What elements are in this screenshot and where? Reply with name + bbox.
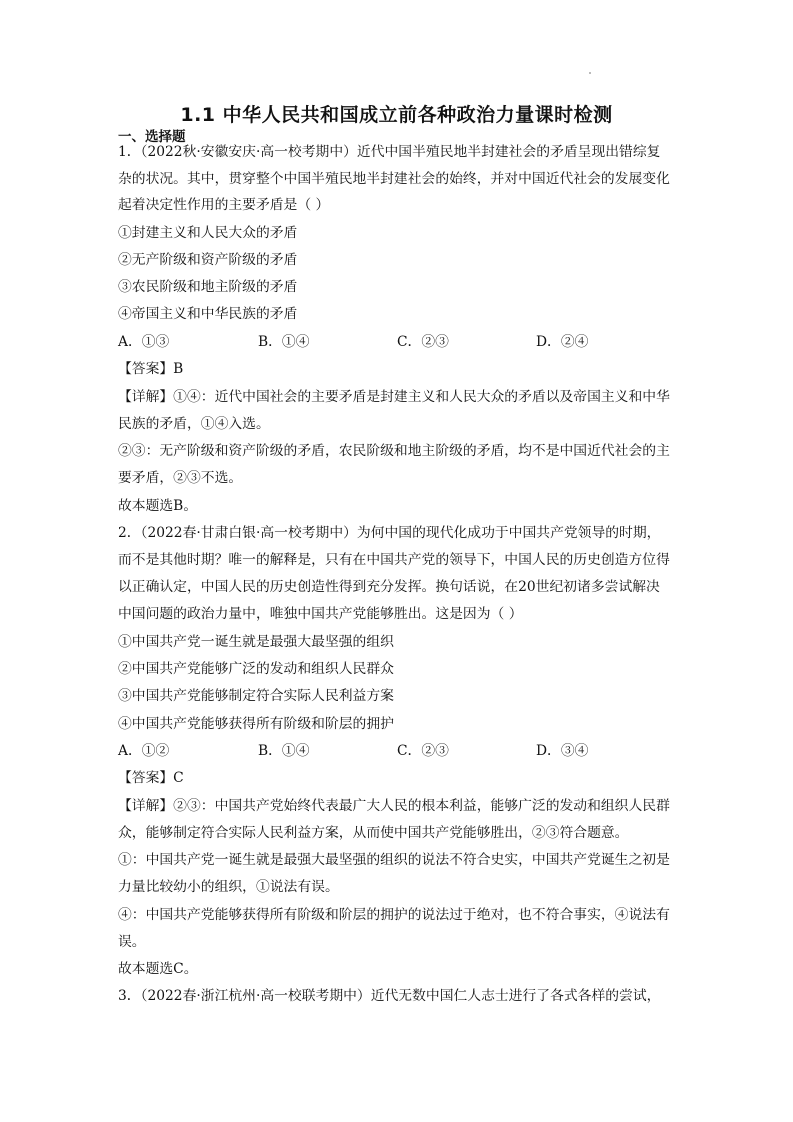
- q1-option-d: D．②④: [536, 334, 589, 350]
- q1-answer: 【答案】B: [118, 361, 184, 377]
- q2-answer: 【答案】C: [118, 770, 184, 786]
- q1-option-b: B．①④: [258, 334, 310, 350]
- q1-option-c: C．②③: [397, 334, 449, 350]
- q1-item: ④帝国主义和中华民族的矛盾: [118, 306, 298, 322]
- q2-item: ①中国共产党一诞生就是最强大最坚强的组织: [118, 634, 394, 650]
- q2-option-d: D．③④: [536, 743, 589, 759]
- q1-detail-line: 要矛盾，②③不选。: [118, 470, 243, 486]
- q2-detail-line: 力量比较幼小的组织，①说法有误。: [118, 879, 339, 895]
- q2-detail-line: 误。: [118, 934, 146, 950]
- q1-conclusion: 故本题选B。: [118, 498, 198, 514]
- q2-detail-line: 众，能够制定符合实际人民利益方案，从而使中国共产党能够胜出，②③符合题意。: [118, 825, 629, 841]
- q2-item: ③中国共产党能够制定符合实际人民利益方案: [118, 688, 394, 704]
- q2-item: ②中国共产党能够广泛的发动和组织人民群众: [118, 661, 394, 677]
- section-heading: 一、选择题: [118, 129, 186, 145]
- q2-stem-line: 2．（2022春·甘肃白银·高一校考期中）为何中国的现代化成功于中国共产党领导的时期，: [118, 525, 661, 541]
- q1-item: ①封建主义和人民大众的矛盾: [118, 225, 298, 241]
- q1-item: ②无产阶级和资产阶级的矛盾: [118, 252, 298, 268]
- q2-detail-line: ④：中国共产党能够获得所有阶级和阶层的拥护的说法过于绝对，也不符合事实，④说法有: [118, 907, 670, 923]
- q1-stem-line: 杂的状况。其中，贯穿整个中国半殖民地半封建社会的始终，并对中国近代社会的发展变化: [118, 171, 670, 187]
- q1-detail-line: 民族的矛盾，①④入选。: [118, 416, 270, 432]
- q2-detail-line: ①：中国共产党一诞生就是最强大最坚强的组织的说法不符合史实，中国共产党诞生之初是: [118, 852, 670, 868]
- q2-detail-line: 【详解】②③：中国共产党始终代表最广大人民的根本利益，能够广泛的发动和组织人民群: [118, 798, 670, 814]
- q2-stem-line: 中国问题的政治力量中，唯独中国共产党能够胜出。这是因为（ ）: [118, 606, 523, 622]
- q1-stem-line: 1．（2022秋·安徽安庆·高一校考期中）近代中国半殖民地半封建社会的矛盾呈现出错综复: [118, 144, 661, 160]
- q2-option-c: C．②③: [397, 743, 449, 759]
- q1-detail-line: 【详解】①④：近代中国社会的主要矛盾是封建主义和人民大众的矛盾以及帝国主义和中华: [118, 389, 670, 405]
- q1-stem-line: 起着决定性作用的主要矛盾是（ ）: [118, 197, 330, 213]
- page-title: 1.1 中华人民共和国成立前各种政治力量课时检测: [180, 104, 613, 126]
- q1-item: ③农民阶级和地主阶级的矛盾: [118, 279, 298, 295]
- q2-stem-line: 而不是其他时期？唯一的解释是，只有在中国共产党的领导下，中国人民的历史创造方位得: [118, 552, 670, 568]
- scan-dot: [589, 72, 591, 74]
- q2-item: ④中国共产党能够获得所有阶级和阶层的拥护: [118, 716, 394, 732]
- q2-option-b: B．①④: [258, 743, 310, 759]
- q1-detail-line: ②③：无产阶级和资产阶级的矛盾，农民阶级和地主阶级的矛盾，均不是中国近代社会的主: [118, 443, 670, 459]
- q2-stem-line: 以正确认定，中国人民的历史创造性得到充分发挥。换句话说，在20世纪初诸多尝试解决: [118, 579, 660, 595]
- q2-conclusion: 故本题选C。: [118, 961, 198, 977]
- q1-option-a: A．①③: [118, 334, 170, 350]
- q2-option-a: A．①②: [118, 743, 170, 759]
- q3-stem-line: 3．（2022春·浙江杭州·高一校联考期中）近代无数中国仁人志士进行了各式各样的尝试，: [118, 988, 661, 1004]
